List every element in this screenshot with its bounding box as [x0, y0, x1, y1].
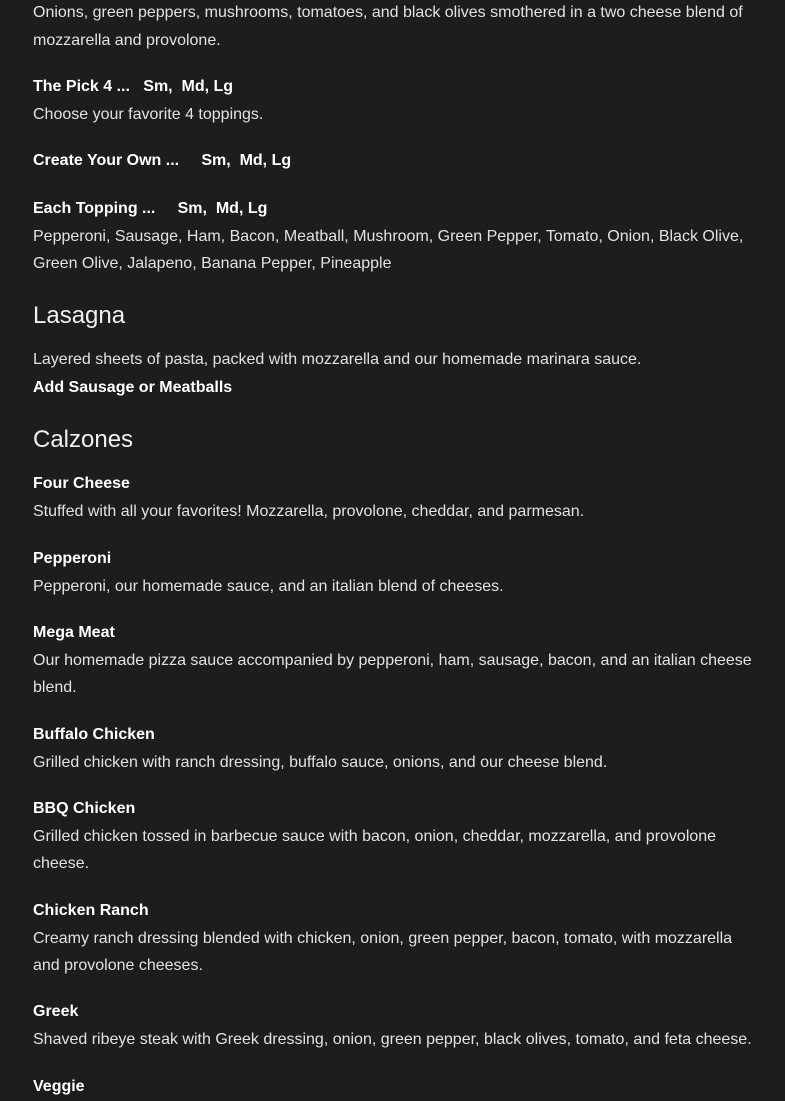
- item-name-line: [33, 195, 752, 223]
- item-name: Greek: [33, 1003, 79, 1020]
- item-description: Onions, green peppers, mushrooms, tomatoes, and black olives smothered in a two cheese blend of mozzarella and provolone.: [33, 4, 743, 49]
- item-addon: Add Sausage or Meatballs: [33, 378, 233, 396]
- item-name-line: [33, 147, 752, 175]
- section-title-lasagna: Lasagna: [33, 302, 126, 329]
- menu-item-buffalo-chicken: [33, 721, 752, 776]
- item-name: Each Topping ...: [33, 200, 156, 217]
- item-description: Pepperoni, Sausage, Ham, Bacon, Meatball, Mushroom, Green Pepper, Tomato, Onion, Black Olive, Green Olive, Jalapeno, Banana Pepper, Pineapple: [33, 227, 744, 272]
- item-description: Shaved ribeye steak with Greek dressing, onion, green pepper, black olives, tomato, and feta cheese.: [33, 1030, 752, 1048]
- item-sizes: Sm, Md, Lg: [143, 78, 234, 95]
- menu-item-lasagna: [33, 346, 752, 401]
- item-name: The Pick 4 ...: [33, 78, 130, 95]
- menu-item-pepperoni: [33, 545, 752, 600]
- item-description: Grilled chicken tossed in barbecue sauce with bacon, onion, cheddar, mozzarella, and provolone cheese.: [33, 827, 717, 872]
- menu-item-mega-meat: [33, 619, 752, 702]
- menu-item-create-own: [33, 147, 752, 175]
- item-sizes: Sm, Md, Lg: [177, 200, 268, 217]
- section-title-calzones: Calzones: [33, 426, 134, 453]
- menu-item-each-topping: [33, 195, 752, 278]
- item-name: Veggie: [33, 1078, 85, 1095]
- menu-item-greek: [33, 998, 752, 1053]
- item-description: Choose your favorite 4 toppings.: [33, 105, 264, 123]
- item-description: Our homemade pizza sauce accompanied by pepperoni, ham, sausage, bacon, and an italian cheese blend.: [33, 651, 752, 696]
- item-description: Pepperoni, our homemade sauce, and an italian blend of cheeses.: [33, 577, 504, 595]
- menu-item-pick4: [33, 73, 752, 128]
- item-sizes: Sm, Md, Lg: [201, 152, 292, 169]
- item-name: Buffalo Chicken: [33, 726, 155, 743]
- menu-item-top: [33, 0, 752, 54]
- menu-item-chicken-ranch: [33, 897, 752, 980]
- item-name: Create Your Own ...: [33, 152, 180, 169]
- item-name-line: [33, 73, 752, 101]
- item-description: Grilled chicken with ranch dressing, buffalo sauce, onions, and our cheese blend.: [33, 753, 608, 771]
- item-description: Creamy ranch dressing blended with chicken, onion, green pepper, bacon, tomato, with mozzarella and provolone cheeses.: [33, 929, 733, 974]
- menu-item-four-cheese: [33, 470, 752, 525]
- item-description: Layered sheets of pasta, packed with mozzarella and our homemade marinara sauce.: [33, 351, 642, 368]
- menu-item-veggie: [33, 1073, 752, 1101]
- item-name: Four Cheese: [33, 475, 130, 492]
- menu-item-bbq-chicken: [33, 795, 752, 878]
- item-name: Mega Meat: [33, 624, 115, 641]
- item-name: Pepperoni: [33, 550, 112, 567]
- item-description: Stuffed with all your favorites! Mozzarella, provolone, cheddar, and parmesan.: [33, 502, 585, 520]
- item-name: Chicken Ranch: [33, 902, 149, 919]
- item-name: BBQ Chicken: [33, 800, 136, 817]
